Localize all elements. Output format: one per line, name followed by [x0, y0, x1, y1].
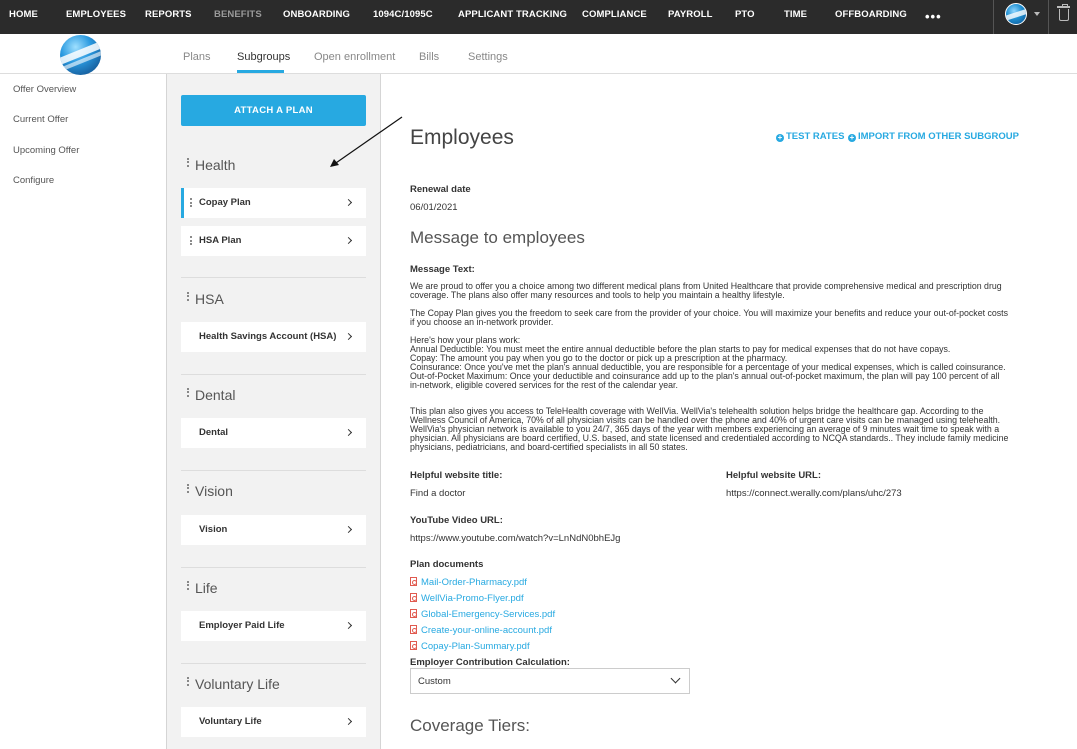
message-list-item: Coinsurance: Once you've met the plan's annual deductible, you are responsible for a percentage of your medical expenses, which is called coinsurance. — [410, 362, 1006, 372]
plan-card-label: Health Savings Account (HSA) — [199, 331, 337, 342]
nav-offboarding[interactable]: OFFBOARDING — [835, 9, 907, 20]
user-avatar[interactable] — [1005, 3, 1027, 25]
plan-card-health-savings-account[interactable] — [181, 322, 366, 352]
nav-reports[interactable]: REPORTS — [145, 9, 192, 20]
plan-card-label: Employer Paid Life — [199, 620, 285, 631]
plan-group-label: Voluntary Life — [195, 676, 280, 692]
plan-group-label: Dental — [195, 387, 236, 403]
plan-group-label: HSA — [195, 291, 224, 307]
chevron-right-icon — [345, 622, 352, 629]
more-icon[interactable]: ••• — [925, 9, 942, 24]
contribution-select-value: Custom — [418, 676, 451, 687]
plan-group-title — [187, 483, 233, 499]
test-rates-label: TEST RATES — [786, 131, 845, 142]
drag-handle-icon[interactable] — [187, 158, 190, 169]
drag-handle-icon[interactable] — [187, 292, 190, 303]
plans-column — [166, 74, 381, 749]
drag-handle-icon[interactable] — [190, 236, 193, 247]
company-logo — [60, 35, 101, 75]
chevron-right-icon — [345, 237, 352, 244]
message-paragraph: We are proud to offer you a choice among two different medical plans from United Healthcare that provide comprehensive medical and prescription drug coverage. The plans also offer many resources and tools to help you maintain a healthy lifestyle. — [410, 281, 1002, 300]
plan-group-label: Health — [195, 157, 236, 173]
nav-separator — [993, 0, 994, 34]
test-rates-button[interactable] — [776, 131, 844, 142]
message-list-intro: Here's how your plans work: — [410, 335, 521, 345]
sidebar-item-upcoming-offer[interactable]: Upcoming Offer — [13, 145, 80, 156]
coverage-tiers-heading: Coverage Tiers: — [410, 716, 530, 735]
drag-handle-icon[interactable] — [187, 581, 190, 592]
message-paragraph: This plan also gives you access to TeleHealth coverage with WellVia. WellVia's telehealth solution helps bridge the healthcare gap. According to the Wellness Council of America, 70% of all physician visits can be handled over the phone and 40% of urgent care visits can be managed using telehealth. WellVia's physician network is available to you 24/7, 365 days of the year with members experiencing an average of 9 minutes wait time to speak with a physician. All physicians are board certified, U.S. based, and state licensed and credentialed according to NCQA standards.. They include family medicine physicians, pediatricians, and board-certified specialists in all 50 states. — [410, 406, 1009, 452]
page-title: Employees — [410, 126, 514, 149]
plan-card-employer-paid-life[interactable] — [181, 611, 366, 641]
pdf-file-icon — [410, 625, 417, 634]
plan-document-name: Mail-Order-Pharmacy.pdf — [421, 577, 527, 588]
plan-group-label: Vision — [195, 483, 233, 499]
import-subgroup-button[interactable] — [848, 131, 1019, 142]
plan-document-link[interactable] — [410, 641, 530, 652]
drag-handle-icon[interactable] — [190, 198, 193, 209]
pdf-file-icon — [410, 609, 417, 618]
message-list-item: Annual Deductible: You must meet the entire annual deductible before the plan starts to pay for medical expenses that do not have copays. — [410, 344, 951, 354]
renewal-date-value: 06/01/2021 — [410, 202, 458, 213]
message-list-item: Copay: The amount you pay when you go to the doctor or pick up a prescription at the pharmacy. — [410, 353, 788, 363]
youtube-label: YouTube Video URL: — [410, 515, 503, 526]
sidebar-item-configure[interactable]: Configure — [13, 175, 55, 186]
annotation-arrow-icon — [328, 115, 404, 169]
tab-subgroups[interactable]: Subgroups — [237, 51, 291, 63]
tab-settings[interactable]: Settings — [468, 51, 508, 63]
trash-icon[interactable] — [1059, 9, 1069, 21]
plan-document-link[interactable] — [410, 609, 555, 620]
message-text-label: Message Text: — [410, 264, 475, 275]
nav-onboarding[interactable]: ONBOARDING — [283, 9, 350, 20]
nav-pto[interactable]: PTO — [735, 9, 755, 20]
website-url-label: Helpful website URL: — [726, 470, 822, 481]
plan-document-name: WellVia-Promo-Flyer.pdf — [421, 593, 524, 604]
plan-group-title — [187, 157, 235, 173]
divider — [181, 277, 366, 278]
sidebar-item-current-offer[interactable]: Current Offer — [13, 114, 69, 125]
divider — [181, 470, 366, 471]
plan-card-label: HSA Plan — [199, 235, 242, 246]
plan-document-name: Create-your-online-account.pdf — [421, 625, 552, 636]
message-paragraph: The Copay Plan gives you the freedom to seek care from the provider of your choice. You will maximize your benefits and reduce your out-of-pocket costs if you choose an in-network provider. — [410, 308, 1009, 327]
nav-home[interactable]: HOME — [9, 9, 38, 20]
nav-benefits[interactable]: BENEFITS — [214, 9, 262, 20]
plan-document-link[interactable] — [410, 593, 524, 604]
nav-applicant-tracking[interactable]: APPLICANT TRACKING — [458, 9, 567, 20]
divider — [181, 663, 366, 664]
plan-card-dental[interactable] — [181, 418, 366, 448]
nav-employees[interactable]: EMPLOYEES — [66, 9, 127, 20]
plan-card-label: Copay Plan — [199, 197, 251, 208]
plan-card-voluntary-life[interactable] — [181, 707, 366, 737]
divider — [181, 567, 366, 568]
drag-handle-icon[interactable] — [187, 388, 190, 399]
tab-plans[interactable]: Plans — [183, 51, 211, 63]
tab-open-enrollment[interactable]: Open enrollment — [314, 51, 396, 63]
drag-handle-icon[interactable] — [187, 677, 190, 688]
top-navigation — [0, 0, 1077, 34]
drag-handle-icon[interactable] — [187, 484, 190, 495]
active-tab-indicator — [237, 70, 284, 73]
renewal-date-label: Renewal date — [410, 184, 471, 195]
chevron-right-icon — [345, 526, 352, 533]
caret-down-icon[interactable] — [1034, 12, 1040, 16]
chevron-right-icon — [345, 333, 352, 340]
plan-group-title — [187, 291, 224, 307]
message-heading: Message to employees — [410, 228, 585, 247]
tab-bills[interactable]: Bills — [419, 51, 440, 63]
message-list — [410, 336, 1010, 390]
contribution-select[interactable] — [410, 668, 690, 694]
plan-group-title — [187, 387, 235, 403]
plan-card-label: Dental — [199, 427, 229, 438]
pdf-file-icon — [410, 641, 417, 650]
plan-group-label: Life — [195, 580, 218, 596]
nav-time[interactable]: TIME — [784, 9, 808, 20]
plan-document-name: Global-Emergency-Services.pdf — [421, 609, 556, 620]
message-list-item: Out-of-Pocket Maximum: Once your deductible and coinsurance add up to the plan's annual out-of-pocket maximum, the plan will pay 100 percent of all in-network, eligible covered services for the rest of the calendar year. — [410, 371, 1000, 390]
website-url-value: https://connect.werally.com/plans/uhc/273 — [726, 488, 902, 499]
nav-payroll[interactable]: PAYROLL — [668, 9, 713, 20]
sidebar-item-offer-overview[interactable]: Offer Overview — [13, 84, 77, 95]
website-title-value: Find a doctor — [410, 488, 466, 499]
nav-compliance[interactable]: COMPLIANCE — [582, 9, 647, 20]
chevron-right-icon — [345, 718, 352, 725]
nav-1094c-1095c[interactable]: 1094C/1095C — [373, 9, 433, 20]
sub-header — [0, 34, 1077, 74]
plan-document-link[interactable] — [410, 625, 552, 636]
nav-separator — [1048, 0, 1049, 34]
chevron-down-icon — [671, 674, 681, 684]
chevron-right-icon — [345, 429, 352, 436]
plan-document-name: Copay-Plan-Summary.pdf — [421, 641, 530, 652]
plan-document-link[interactable] — [410, 577, 527, 588]
attach-plan-button[interactable]: ATTACH A PLAN — [181, 95, 366, 126]
youtube-value: https://www.youtube.com/watch?v=LnNdN0bhEJg — [410, 533, 621, 544]
plan-card-copay[interactable] — [181, 188, 366, 218]
contribution-label: Employer Contribution Calculation: — [410, 657, 570, 668]
plan-group-title — [187, 580, 218, 596]
website-title-label: Helpful website title: — [410, 470, 503, 481]
chevron-right-icon — [345, 199, 352, 206]
plus-circle-icon: + — [777, 132, 783, 142]
plan-card-label: Vision — [199, 524, 228, 535]
plan-documents-label: Plan documents — [410, 559, 484, 570]
pdf-file-icon — [410, 577, 417, 586]
plan-card-hsa-plan[interactable] — [181, 226, 366, 256]
pdf-file-icon — [410, 593, 417, 602]
import-subgroup-label: IMPORT FROM OTHER SUBGROUP — [858, 131, 1019, 142]
plan-group-title — [187, 676, 280, 692]
plan-card-vision[interactable] — [181, 515, 366, 545]
plus-circle-icon: + — [849, 132, 855, 142]
plan-card-label: Voluntary Life — [199, 716, 262, 727]
divider — [181, 374, 366, 375]
